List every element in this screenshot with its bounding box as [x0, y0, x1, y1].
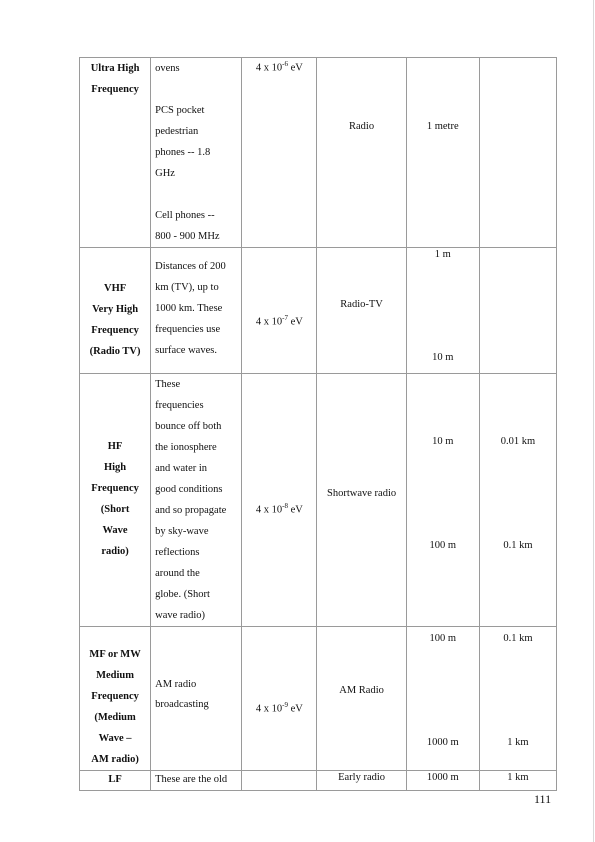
band-line: Wave –: [98, 733, 132, 744]
band-line: (Short: [100, 504, 130, 515]
band-line: radio): [101, 546, 129, 557]
band-line: AM radio): [91, 754, 139, 765]
desc-line: Cell phones --: [155, 210, 215, 221]
wavelength-top: 1 m: [434, 249, 451, 260]
km-cell: [479, 374, 556, 627]
desc-line: GHz: [155, 168, 175, 179]
band-line: (Radio TV): [89, 346, 141, 357]
page-number: 111: [534, 792, 552, 806]
band-cell: [80, 627, 151, 771]
page-edge: [593, 0, 594, 842]
band-line: Wave: [102, 525, 128, 536]
km-bottom: 0.1 km: [503, 540, 533, 551]
description-cell: [151, 627, 242, 771]
table-row: [80, 771, 557, 791]
band-line: Frequency: [91, 691, 139, 702]
usage-text: Shortwave radio: [327, 488, 397, 499]
table-row: [80, 58, 557, 248]
wavelength-bottom: 100 m: [429, 540, 456, 551]
wavelength-top: 1000 m: [426, 772, 459, 783]
desc-line: by sky-wave: [155, 526, 209, 537]
desc-line: globe. (Short: [155, 589, 210, 600]
usage-text: AM Radio: [339, 685, 384, 696]
desc-line: broadcasting: [155, 699, 209, 710]
band-line: (Medium: [94, 712, 136, 723]
desc-line: km (TV), up to: [155, 282, 219, 293]
description-cell: [151, 374, 242, 627]
usage-cell: [317, 58, 406, 248]
band-cell: [80, 248, 151, 374]
km-cell: [479, 58, 556, 248]
band-cell: [80, 374, 151, 627]
usage-text: Radio: [349, 121, 375, 132]
wavelength-top: 10 m: [432, 436, 454, 447]
desc-line: These: [155, 379, 181, 390]
desc-line: reflections: [155, 547, 200, 558]
band-line: High: [103, 462, 127, 473]
desc-line: good conditions: [155, 484, 223, 495]
wavelength-bottom: 10 m: [432, 352, 454, 363]
km-top: 0.1 km: [503, 633, 533, 644]
km-cell: [479, 248, 556, 374]
table-row: [80, 627, 557, 771]
km-top: 0.01 km: [500, 436, 536, 447]
wavelength-top: 1 metre: [426, 121, 459, 132]
band-line: Frequency: [91, 84, 139, 95]
km-top: 1 km: [507, 772, 529, 783]
band-line: HF: [107, 441, 123, 452]
usage-cell: [317, 627, 406, 771]
usage-cell: [317, 248, 406, 374]
description-cell: [151, 58, 242, 248]
desc-line: surface waves.: [155, 345, 217, 356]
desc-line: 1000 km. These: [155, 303, 223, 314]
km-bottom: 1 km: [507, 737, 529, 748]
wavelength-bottom: 1000 m: [426, 737, 459, 748]
desc-line: phones -- 1.8: [155, 147, 211, 158]
energy-cell: [242, 771, 317, 791]
band-line: Frequency: [91, 483, 139, 494]
table-row: [80, 248, 557, 374]
desc-line: PCS pocket: [155, 105, 205, 116]
usage-text: Radio-TV: [340, 299, 383, 310]
desc-line: frequencies: [155, 400, 204, 411]
energy-cell: [242, 58, 317, 248]
desc-line: Distances of 200: [155, 261, 226, 272]
band-line: Medium: [96, 670, 135, 681]
desc-line: and water in: [155, 463, 208, 474]
desc-line: bounce off both: [155, 421, 222, 432]
band-line: Ultra High: [90, 63, 140, 74]
desc-line: wave radio): [155, 610, 205, 621]
spectrum-table: [79, 57, 557, 791]
km-cell: [479, 771, 556, 791]
energy-value: 4 x $10^{-9}$ eV: [255, 701, 303, 715]
wavelength-cell: [406, 58, 479, 248]
wavelength-cell: [406, 248, 479, 374]
description-cell: [151, 248, 242, 374]
energy-cell: [242, 627, 317, 771]
band-cell: [80, 58, 151, 248]
km-cell: [479, 627, 556, 771]
band-line: LF: [108, 774, 122, 785]
usage-cell: [317, 374, 406, 627]
desc-line: AM radio: [155, 679, 197, 690]
desc-line: ovens: [155, 63, 180, 74]
desc-line: frequencies use: [155, 324, 221, 335]
wavelength-cell: [406, 771, 479, 791]
desc-line: 800 - 900 MHz: [155, 231, 220, 242]
band-cell: [80, 771, 151, 791]
band-line: Frequency: [91, 325, 139, 336]
usage-text: Early radio: [338, 772, 386, 783]
energy-value: 4 x $10^{-6}$ eV: [255, 60, 303, 74]
usage-cell: [317, 771, 406, 791]
desc-line: These are the old: [155, 774, 228, 785]
band-line: Very High: [92, 304, 139, 315]
wavelength-cell: [406, 627, 479, 771]
desc-line: pedestrian: [155, 126, 199, 137]
table-row: [80, 374, 557, 627]
wavelength-top: 100 m: [429, 633, 456, 644]
desc-line: the ionosphere: [155, 442, 217, 453]
energy-cell: [242, 374, 317, 627]
band-line: MF or MW: [89, 649, 141, 660]
desc-line: around the: [155, 568, 200, 579]
energy-cell: [242, 248, 317, 374]
energy-value: 4 x $10^{-8}$ eV: [255, 502, 303, 516]
band-line: VHF: [103, 283, 127, 294]
desc-line: and so propagate: [155, 505, 227, 516]
description-cell: [151, 771, 242, 791]
wavelength-cell: [406, 374, 479, 627]
energy-value: 4 x $10^{-7}$ eV: [255, 314, 303, 328]
